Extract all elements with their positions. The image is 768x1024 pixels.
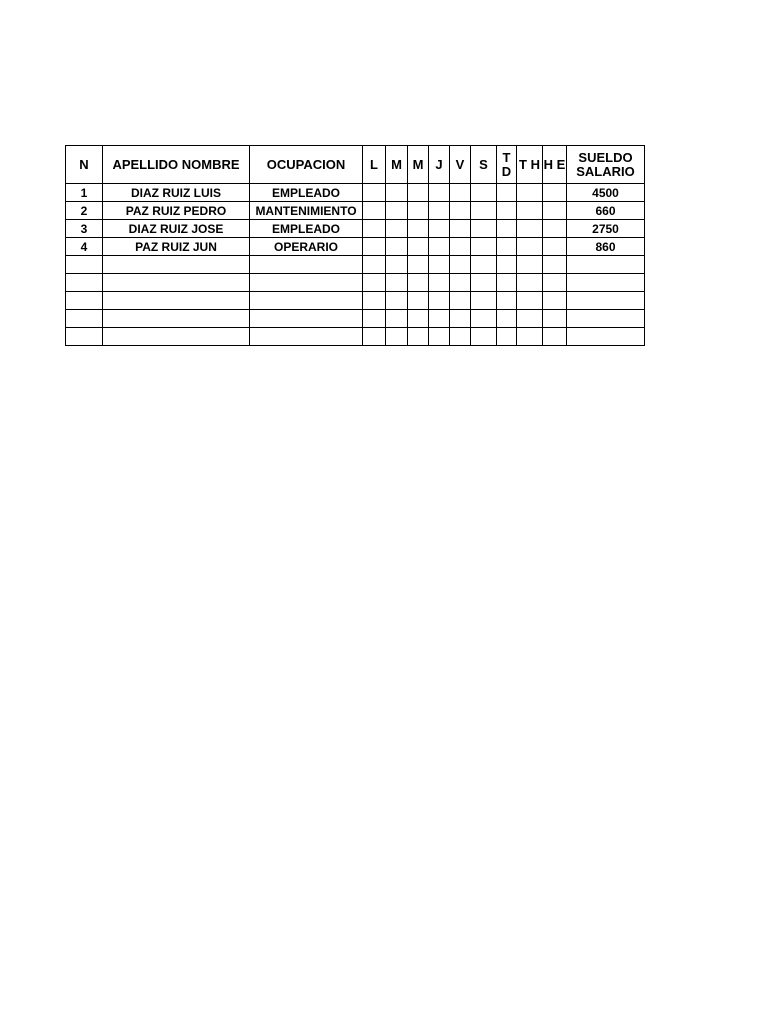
- cell-j: [429, 238, 450, 256]
- cell-th: [517, 238, 543, 256]
- cell-v: [450, 184, 471, 202]
- header-row: [66, 146, 645, 184]
- header-th: T H: [517, 146, 543, 184]
- cell-ocupacion: OPERARIO: [250, 238, 363, 256]
- table-row: [66, 184, 645, 202]
- cell-th: [517, 220, 543, 238]
- empty-row: [66, 256, 645, 274]
- cell-l: [363, 220, 386, 238]
- cell-he: [543, 184, 567, 202]
- cell-td: [497, 220, 517, 238]
- header-l: L: [363, 146, 386, 184]
- cell-n: 1: [66, 184, 103, 202]
- cell-m2: [408, 202, 429, 220]
- cell-n: 4: [66, 238, 103, 256]
- cell-l: [363, 184, 386, 202]
- cell-he: [543, 220, 567, 238]
- header-j: J: [429, 146, 450, 184]
- header-sueldo-salario: [567, 146, 645, 184]
- empty-row: [66, 274, 645, 292]
- cell-v: [450, 202, 471, 220]
- empty-row: [66, 328, 645, 346]
- cell-ocupacion: EMPLEADO: [250, 184, 363, 202]
- header-ocupacion: OCUPACION: [250, 146, 363, 184]
- cell-m1: [386, 202, 408, 220]
- empty-row: [66, 292, 645, 310]
- cell-j: [429, 184, 450, 202]
- cell-n: 2: [66, 202, 103, 220]
- cell-sueldo: 860: [567, 238, 645, 256]
- cell-m1: [386, 238, 408, 256]
- header-td: [497, 146, 517, 184]
- header-m1: M: [386, 146, 408, 184]
- cell-th: [517, 184, 543, 202]
- cell-td: [497, 184, 517, 202]
- cell-n: 3: [66, 220, 103, 238]
- cell-l: [363, 238, 386, 256]
- cell-v: [450, 220, 471, 238]
- cell-s: [471, 220, 497, 238]
- header-n: N: [66, 146, 103, 184]
- header-td-line2: D: [501, 163, 512, 179]
- cell-ocupacion: MANTENIMIENTO: [250, 202, 363, 220]
- cell-he: [543, 202, 567, 220]
- header-sueldo-line2: SALARIO: [576, 163, 635, 179]
- cell-l: [363, 202, 386, 220]
- cell-j: [429, 220, 450, 238]
- cell-sueldo: 4500: [567, 184, 645, 202]
- cell-m2: [408, 184, 429, 202]
- cell-td: [497, 202, 517, 220]
- table-row: [66, 202, 645, 220]
- header-s: S: [471, 146, 497, 184]
- cell-he: [543, 238, 567, 256]
- cell-td: [497, 238, 517, 256]
- cell-nombre: PAZ RUIZ PEDRO: [103, 202, 250, 220]
- cell-ocupacion: EMPLEADO: [250, 220, 363, 238]
- table-row: [66, 238, 645, 256]
- cell-s: [471, 238, 497, 256]
- cell-m2: [408, 220, 429, 238]
- cell-sueldo: 660: [567, 202, 645, 220]
- empty-row: [66, 310, 645, 328]
- cell-th: [517, 202, 543, 220]
- header-he: H E: [543, 146, 567, 184]
- cell-nombre: DIAZ RUIZ LUIS: [103, 184, 250, 202]
- cell-nombre: PAZ RUIZ JUN: [103, 238, 250, 256]
- header-v: V: [450, 146, 471, 184]
- cell-s: [471, 184, 497, 202]
- cell-nombre: DIAZ RUIZ JOSE: [103, 220, 250, 238]
- cell-sueldo: 2750: [567, 220, 645, 238]
- cell-s: [471, 202, 497, 220]
- payroll-table: [65, 145, 645, 346]
- header-apellido-nombre: APELLIDO NOMBRE: [103, 146, 250, 184]
- cell-j: [429, 202, 450, 220]
- table-row: [66, 220, 645, 238]
- header-sueldo-line1: SUELDO: [578, 149, 633, 165]
- header-td-line1: T: [502, 149, 511, 165]
- cell-v: [450, 238, 471, 256]
- cell-m1: [386, 220, 408, 238]
- cell-m2: [408, 238, 429, 256]
- cell-m1: [386, 184, 408, 202]
- header-m2: M: [408, 146, 429, 184]
